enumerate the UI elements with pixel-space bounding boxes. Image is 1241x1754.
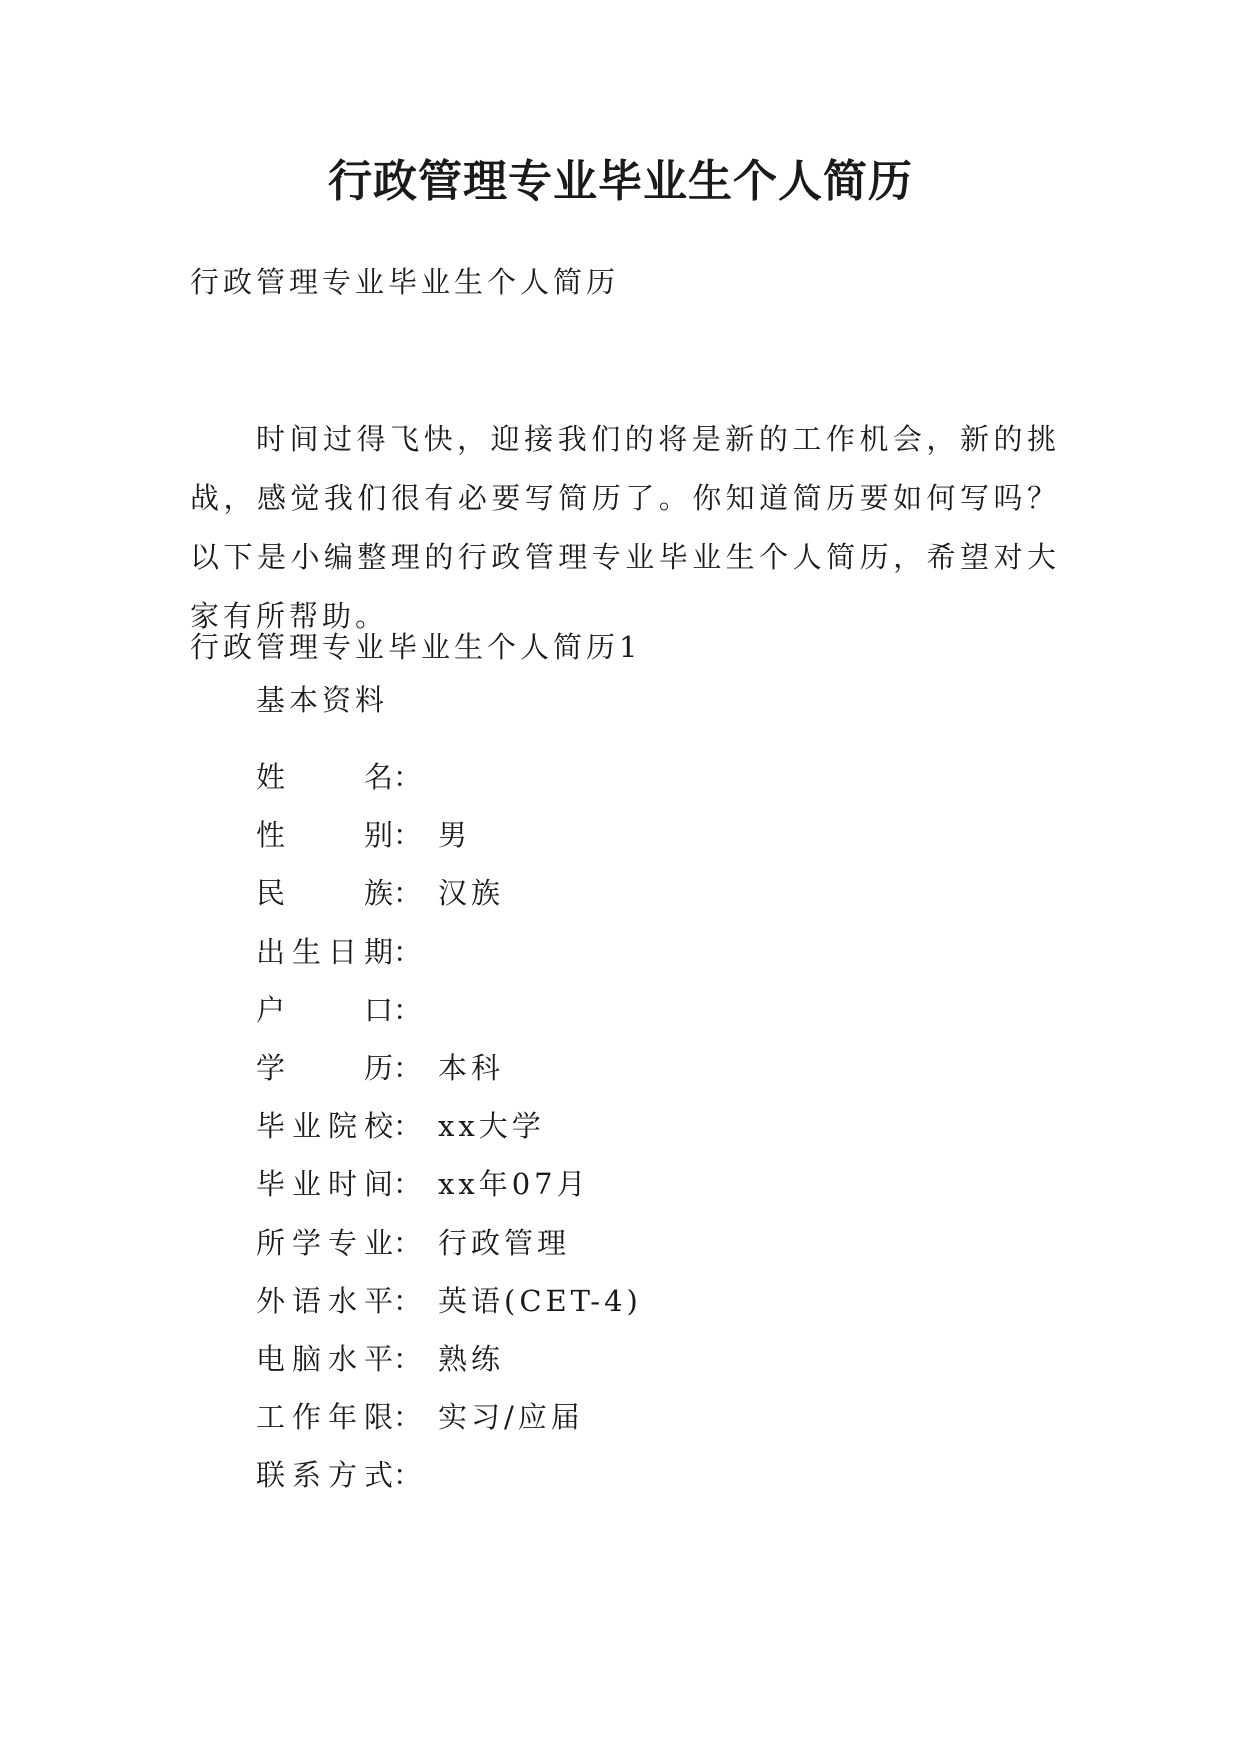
info-row-experience [256, 1397, 642, 1455]
info-label: 出生日期 [256, 934, 393, 969]
section-heading: 行政管理专业毕业生个人简历1 [190, 630, 642, 664]
info-label: 学历 [256, 1050, 393, 1085]
info-colon: ： [393, 992, 423, 1027]
info-value: 男 [438, 818, 472, 853]
info-value: 英语(CET-4) [438, 1283, 642, 1318]
info-colon: ： [393, 1167, 423, 1202]
basic-info-heading: 基本资料 [256, 683, 389, 717]
info-label: 户口 [256, 992, 393, 1027]
intro-paragraph: 时间过得飞快，迎接我们的将是新的工作机会，新的挑战，感觉我们很有必要写简历了。你知道简历要如何写吗？以下是小编整理的行政管理专业毕业生个人简历，希望对大家有所帮助。 [190, 422, 1060, 633]
info-value: xx大学 [438, 1109, 545, 1144]
info-label: 外语水平 [256, 1283, 393, 1318]
info-row-gender [256, 815, 642, 873]
info-row-hukou [256, 990, 642, 1048]
info-row-language [256, 1281, 642, 1339]
info-colon: ： [393, 1283, 423, 1318]
info-label: 所学专业 [256, 1225, 393, 1260]
info-colon: ： [393, 1341, 423, 1376]
info-row-name [256, 757, 642, 815]
info-row-ethnicity [256, 873, 642, 931]
basic-info-list [256, 757, 642, 1513]
info-label: 毕业院校 [256, 1109, 393, 1144]
info-row-contact [256, 1455, 642, 1513]
document-subtitle: 行政管理专业毕业生个人简历 [190, 265, 620, 299]
info-colon: ： [393, 1109, 423, 1144]
info-colon: ： [393, 1400, 423, 1435]
document-title: 行政管理专业毕业生个人简历 [328, 156, 913, 207]
info-value: 本科 [438, 1050, 505, 1085]
info-label: 民族 [256, 876, 393, 911]
info-row-graduation-date [256, 1164, 642, 1222]
info-row-school [256, 1106, 642, 1164]
info-colon: ： [393, 934, 423, 969]
info-label: 性别 [256, 818, 393, 853]
info-row-education [256, 1048, 642, 1106]
info-label: 联系方式 [256, 1458, 393, 1493]
info-colon: ： [393, 760, 423, 794]
info-label: 电脑水平 [256, 1341, 393, 1376]
info-value: 熟练 [438, 1341, 505, 1376]
info-colon: ： [393, 818, 423, 853]
info-colon: ： [393, 1458, 423, 1493]
info-row-major [256, 1223, 642, 1281]
info-colon: ： [393, 1225, 423, 1260]
info-colon: ： [393, 876, 423, 911]
info-row-computer [256, 1339, 642, 1397]
info-value: 实习/应届 [438, 1400, 584, 1435]
info-label: 毕业时间 [256, 1167, 393, 1202]
info-row-birthdate [256, 932, 642, 990]
info-value: 行政管理 [438, 1225, 571, 1260]
info-value: 汉族 [438, 876, 505, 911]
info-label: 姓名 [256, 760, 393, 794]
info-value: xx年07月 [438, 1167, 590, 1202]
info-label: 工作年限 [256, 1400, 393, 1435]
info-colon: ： [393, 1050, 423, 1085]
